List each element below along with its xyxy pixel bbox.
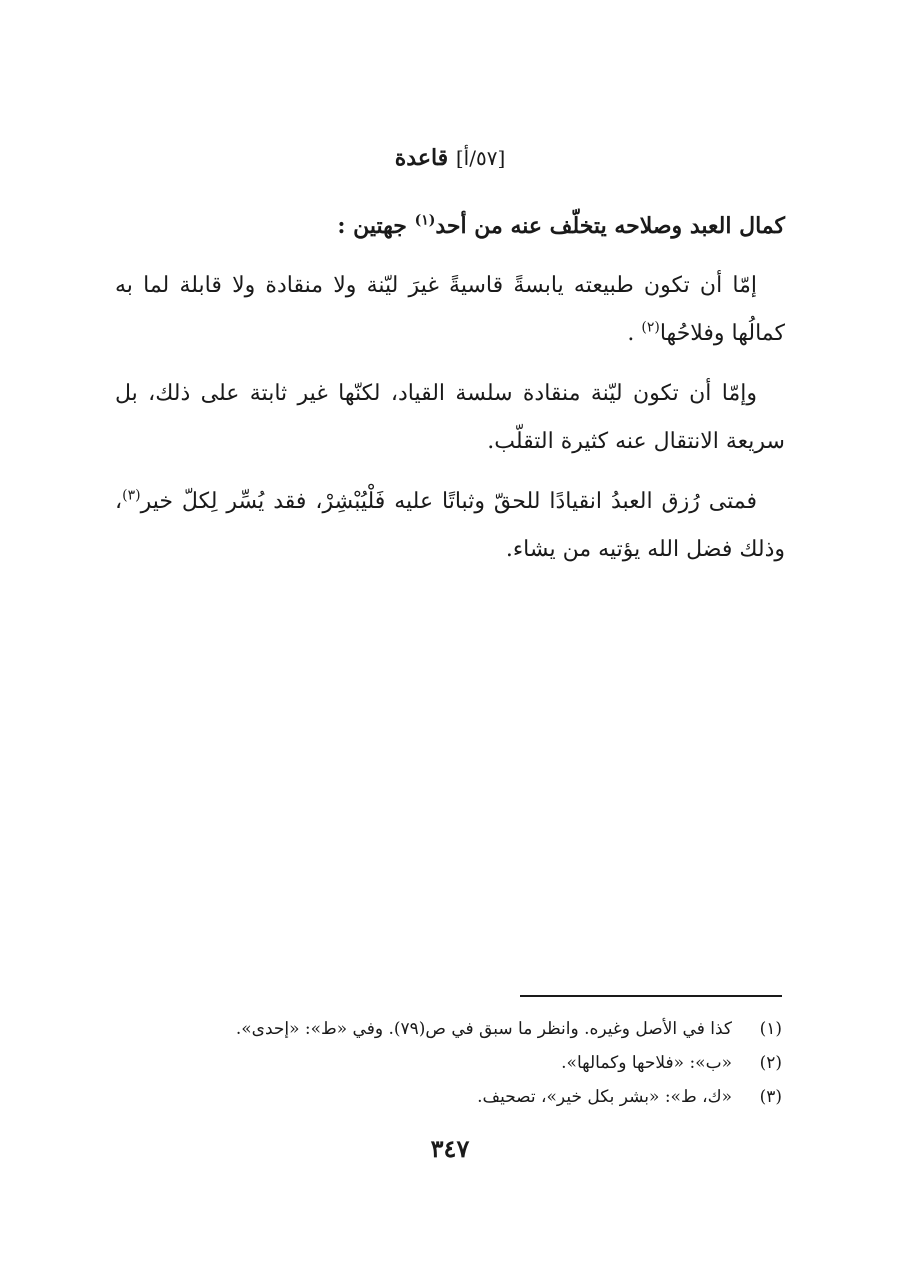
footnote-marker[interactable]: (٢)	[641, 319, 660, 336]
page-number: ٣٤٧	[430, 1134, 470, 1163]
paragraph-text: كمال العبد وصلاحه يتخلّف عنه من أحد	[435, 213, 785, 239]
paragraph-text: إمّا أن تكون طبيعته يابسةً قاسيةً غيرَ ليّنة ولا منقادة ولا قابلة لما به كمالُها وفلاحُها	[115, 273, 785, 346]
footnote-text: «ك، ط»: «بشر بكل خير»، تصحيف.	[477, 1087, 732, 1107]
paragraph-tail: جهتين :	[337, 213, 415, 239]
main-text	[115, 202, 785, 586]
paragraph-intro	[115, 202, 785, 250]
paragraph-text: وإمّا أن تكون ليّنة منقادة سلسة القياد، لكنّها غير ثابتة على ذلك، بل سريعة الانتقال عنه كثيرة التقلّب.	[115, 381, 785, 454]
paragraph-second-aspect	[115, 370, 785, 466]
footnote-item	[102, 1046, 782, 1080]
footnote-number: (١)	[759, 1019, 782, 1039]
footnotes-list	[102, 1012, 782, 1114]
footnote-number: (٢)	[759, 1053, 782, 1073]
footnote-marker[interactable]: (٣)	[122, 487, 141, 504]
paragraph-tail: ، وذلك فضل الله يؤتيه من يشاء.	[115, 489, 785, 562]
paragraph-tail: .	[627, 321, 642, 346]
manuscript-reference: [٥٧/أ]	[455, 146, 506, 170]
footnote-text: «ب»: «فلاحها وكمالها».	[561, 1053, 732, 1073]
footnote-divider	[520, 995, 782, 997]
footnote-text: كذا في الأصل وغيره. وانظر ما سبق في ص(٧٩). وفي «ط»: «إحدى».	[235, 1019, 732, 1039]
section-heading	[0, 138, 900, 178]
footnote-marker[interactable]: (١)	[414, 212, 436, 229]
footnote-item	[102, 1012, 782, 1046]
paragraph-text: فمتى رُزق العبدُ انقيادًا للحقّ وثباتًا عليه فَلْيُبْشِرْ، فقد يُسِّر لِكلّ خير	[140, 489, 757, 514]
footnote-number: (٣)	[759, 1087, 782, 1107]
footnote-item	[102, 1080, 782, 1114]
heading-title: قاعدة	[394, 145, 449, 171]
paragraph-conclusion	[115, 478, 785, 574]
paragraph-first-aspect	[115, 262, 785, 358]
